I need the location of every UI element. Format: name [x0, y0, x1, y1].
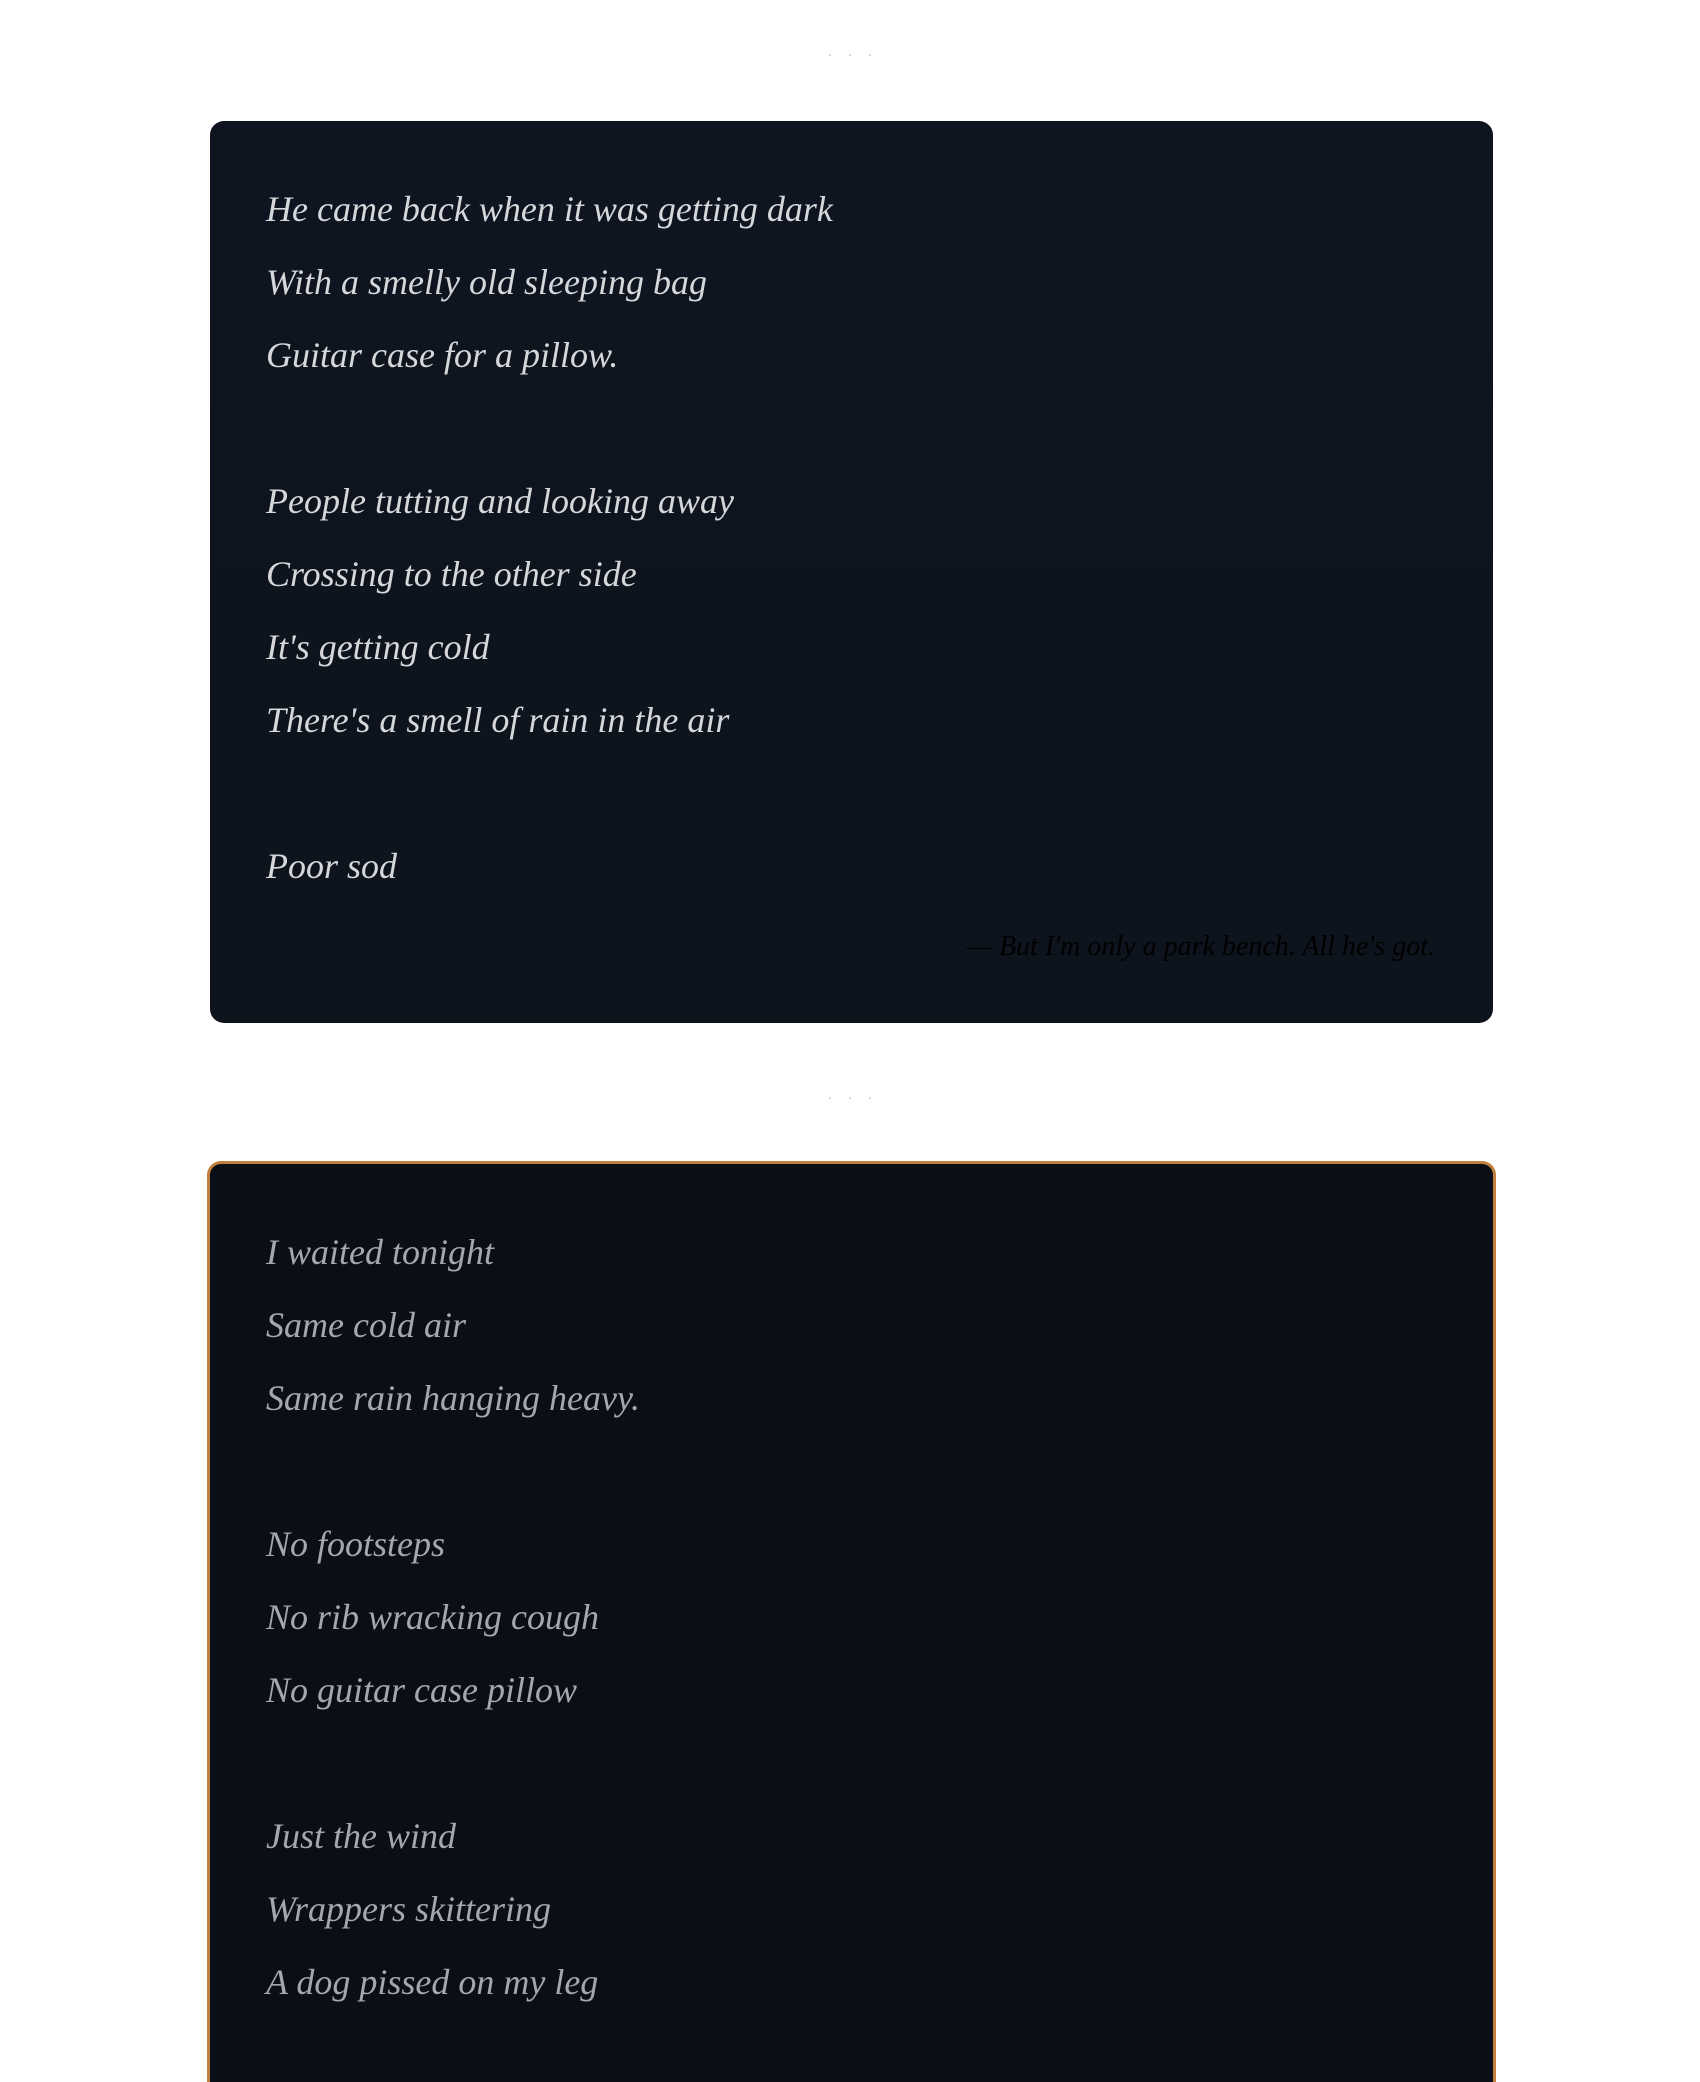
stanza-break — [266, 1435, 640, 1508]
poem-line: No footsteps — [266, 1524, 446, 1564]
poem-line: Same rain hanging heavy. — [266, 1378, 640, 1418]
stanza-break — [266, 392, 833, 465]
poem-line: There's a smell of rain in the air — [266, 700, 730, 740]
poem-line: Poor sod — [266, 846, 398, 886]
stanza-break — [266, 757, 833, 830]
poem-line: With a smelly old sleeping bag — [266, 262, 707, 302]
poem-body — [266, 1216, 640, 2019]
stanza-break — [266, 1727, 640, 1800]
poem-line: People tutting and looking away — [266, 481, 734, 521]
poem-line: Just the wind — [266, 1816, 456, 1856]
poem-line: Guitar case for a pillow. — [266, 335, 619, 375]
poem-line: No rib wracking cough — [266, 1597, 599, 1637]
separator-dot: · — [867, 46, 873, 62]
poem-line: Same cold air — [266, 1305, 466, 1345]
separator-dot: · — [847, 46, 853, 62]
separator-dot: · — [827, 1089, 833, 1105]
poem-card-highlighted — [207, 1161, 1496, 2082]
poem-line: I waited tonight — [266, 1232, 494, 1272]
separator-dot: · — [847, 1089, 853, 1105]
poem-line: Wrappers skittering — [266, 1889, 551, 1929]
separator-dot: · — [827, 46, 833, 62]
poem-attribution: — But I'm only a park bench. All he's got. — [967, 931, 1435, 962]
section-separator — [0, 1089, 1700, 1105]
poem-line: He came back when it was getting dark — [266, 189, 833, 229]
section-separator — [0, 46, 1700, 62]
poem-line: Crossing to the other side — [266, 554, 637, 594]
separator-dot: · — [867, 1089, 873, 1105]
poem-body — [266, 173, 833, 903]
poem-line: A dog pissed on my leg — [266, 1962, 599, 2002]
poem-line: No guitar case pillow — [266, 1670, 578, 1710]
poem-card — [210, 121, 1493, 1023]
poem-line: It's getting cold — [266, 627, 490, 667]
